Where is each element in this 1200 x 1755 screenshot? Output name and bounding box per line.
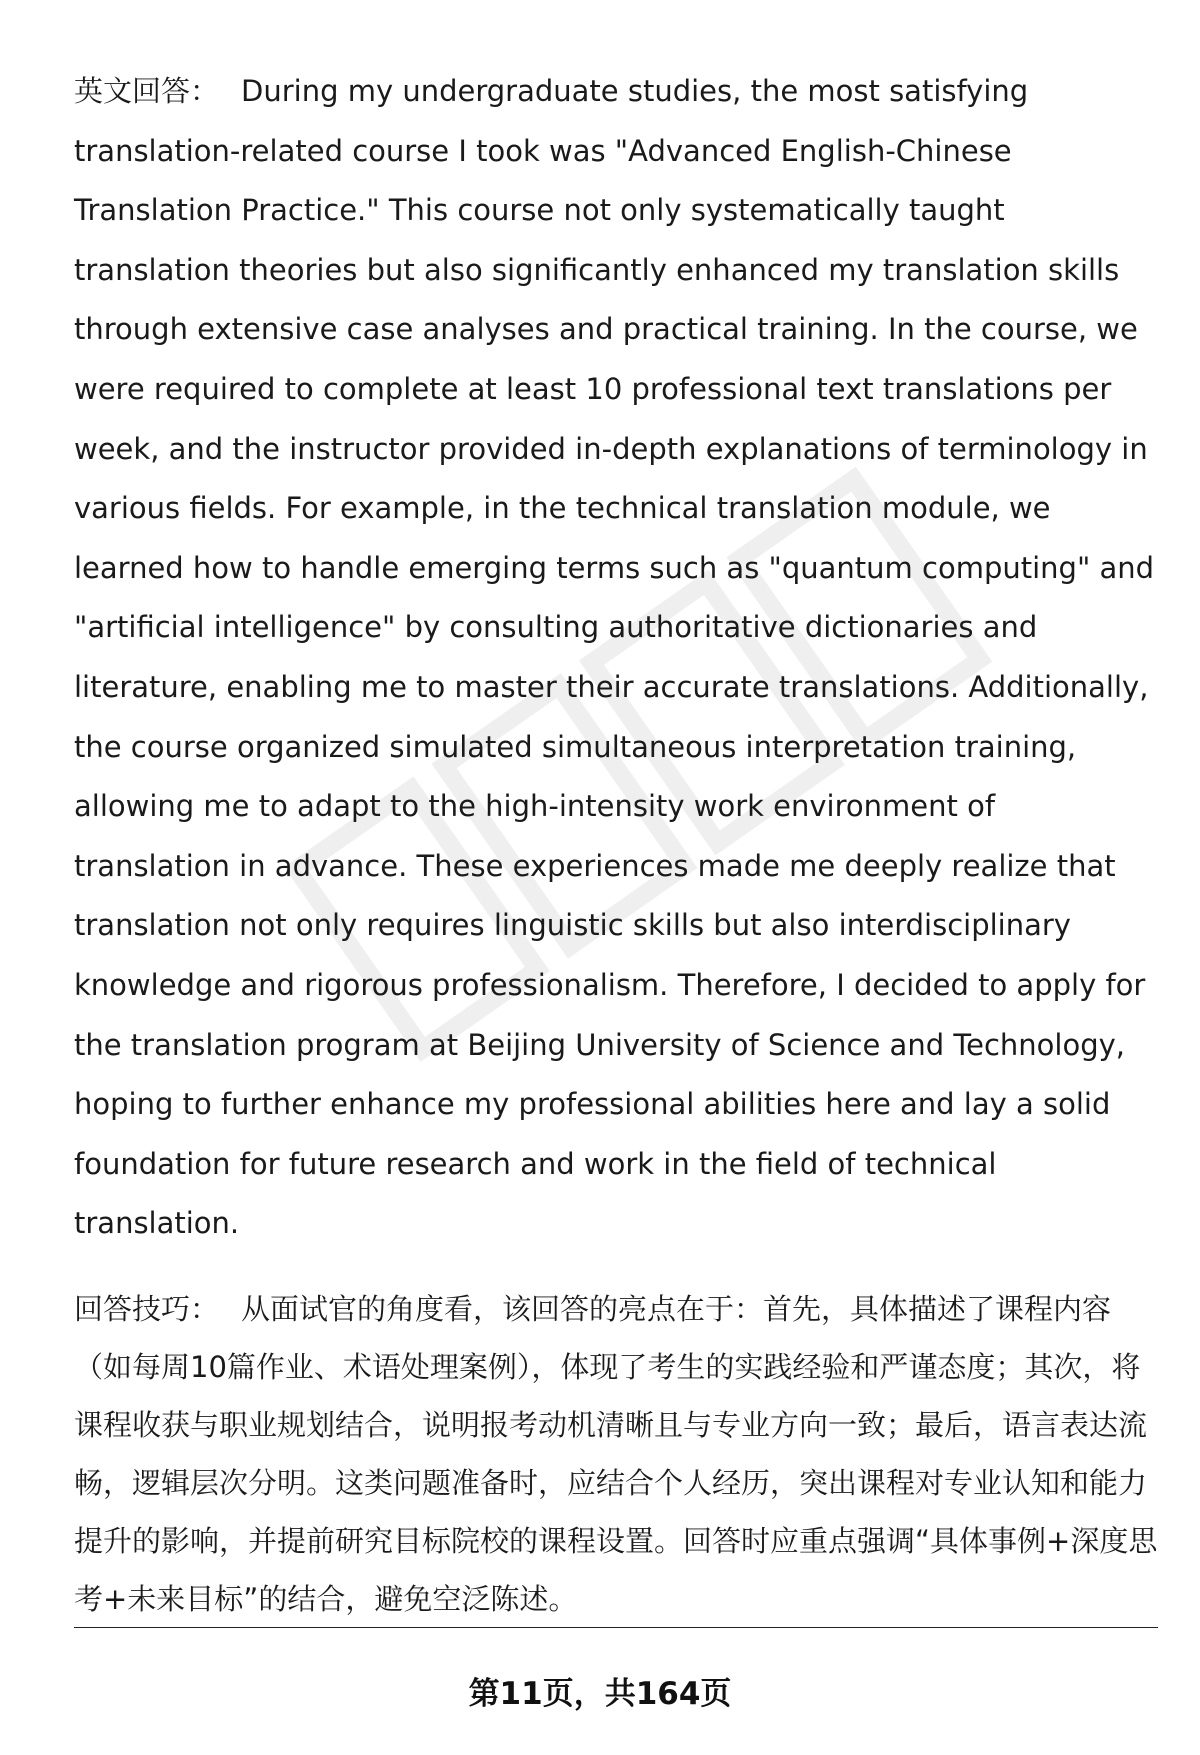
english-answer-label: 英文回答： [74,74,220,108]
answer-tips-label: 回答技巧： [74,1291,220,1326]
answer-tips-paragraph [74,1280,1160,1628]
page-number: 第11页，共164页 [468,1676,732,1712]
footer-divider [74,1627,1158,1628]
english-answer-text: During my undergraduate studies, the most satisfying translation-related course I took was "Advanced English-Chinese Translation Practice." This course not only systematically taught translation theories but also significantly enhanced my translation skills through extensive case analyses and practical training. In the course, we were required to complete at least 10 professional text translations per week, and the instructor provided in-depth explanations of terminology in various fields. For example, in the technical translation module, we learned how to handle emerging terms such as "quantum computing" and "artificial intelligence" by consulting authoritative dictionaries and literature, enabling me to master their accurate translations. Additionally, the course organized simulated simultaneous interpretation training, allowing me to adapt to the high-intensity work environment of translation in advance. These experiences made me deeply realize that translation not only requires linguistic skills but also interdisciplinary knowledge and rigorous professionalism. Therefore, I decided to apply for the translation program at Beijing University of Science and Technology, hoping to further enhance my professional abilities here and lay a solid foundation for future research and work in the field of technical translation. [74,74,1155,1241]
answer-tips-text: 从面试官的角度看，该回答的亮点在于：首先，具体描述了课程内容（如每周10篇作业、术语处理案例），体现了考生的实践经验和严谨态度；其次，将课程收获与职业规划结合，说明报考动机清晰且与专业方向一致；最后，语言表达流畅，逻辑层次分明。这类问题准备时，应结合个人经历，突出课程对专业认知和能力提升的影响，并提前研究目标院校的课程设置。回答时应重点强调“具体事例+深度思考+未来目标”的结合，避免空泛陈述。 [74,1291,1158,1616]
document-body [74,62,1160,1628]
english-answer-paragraph [74,62,1160,1254]
